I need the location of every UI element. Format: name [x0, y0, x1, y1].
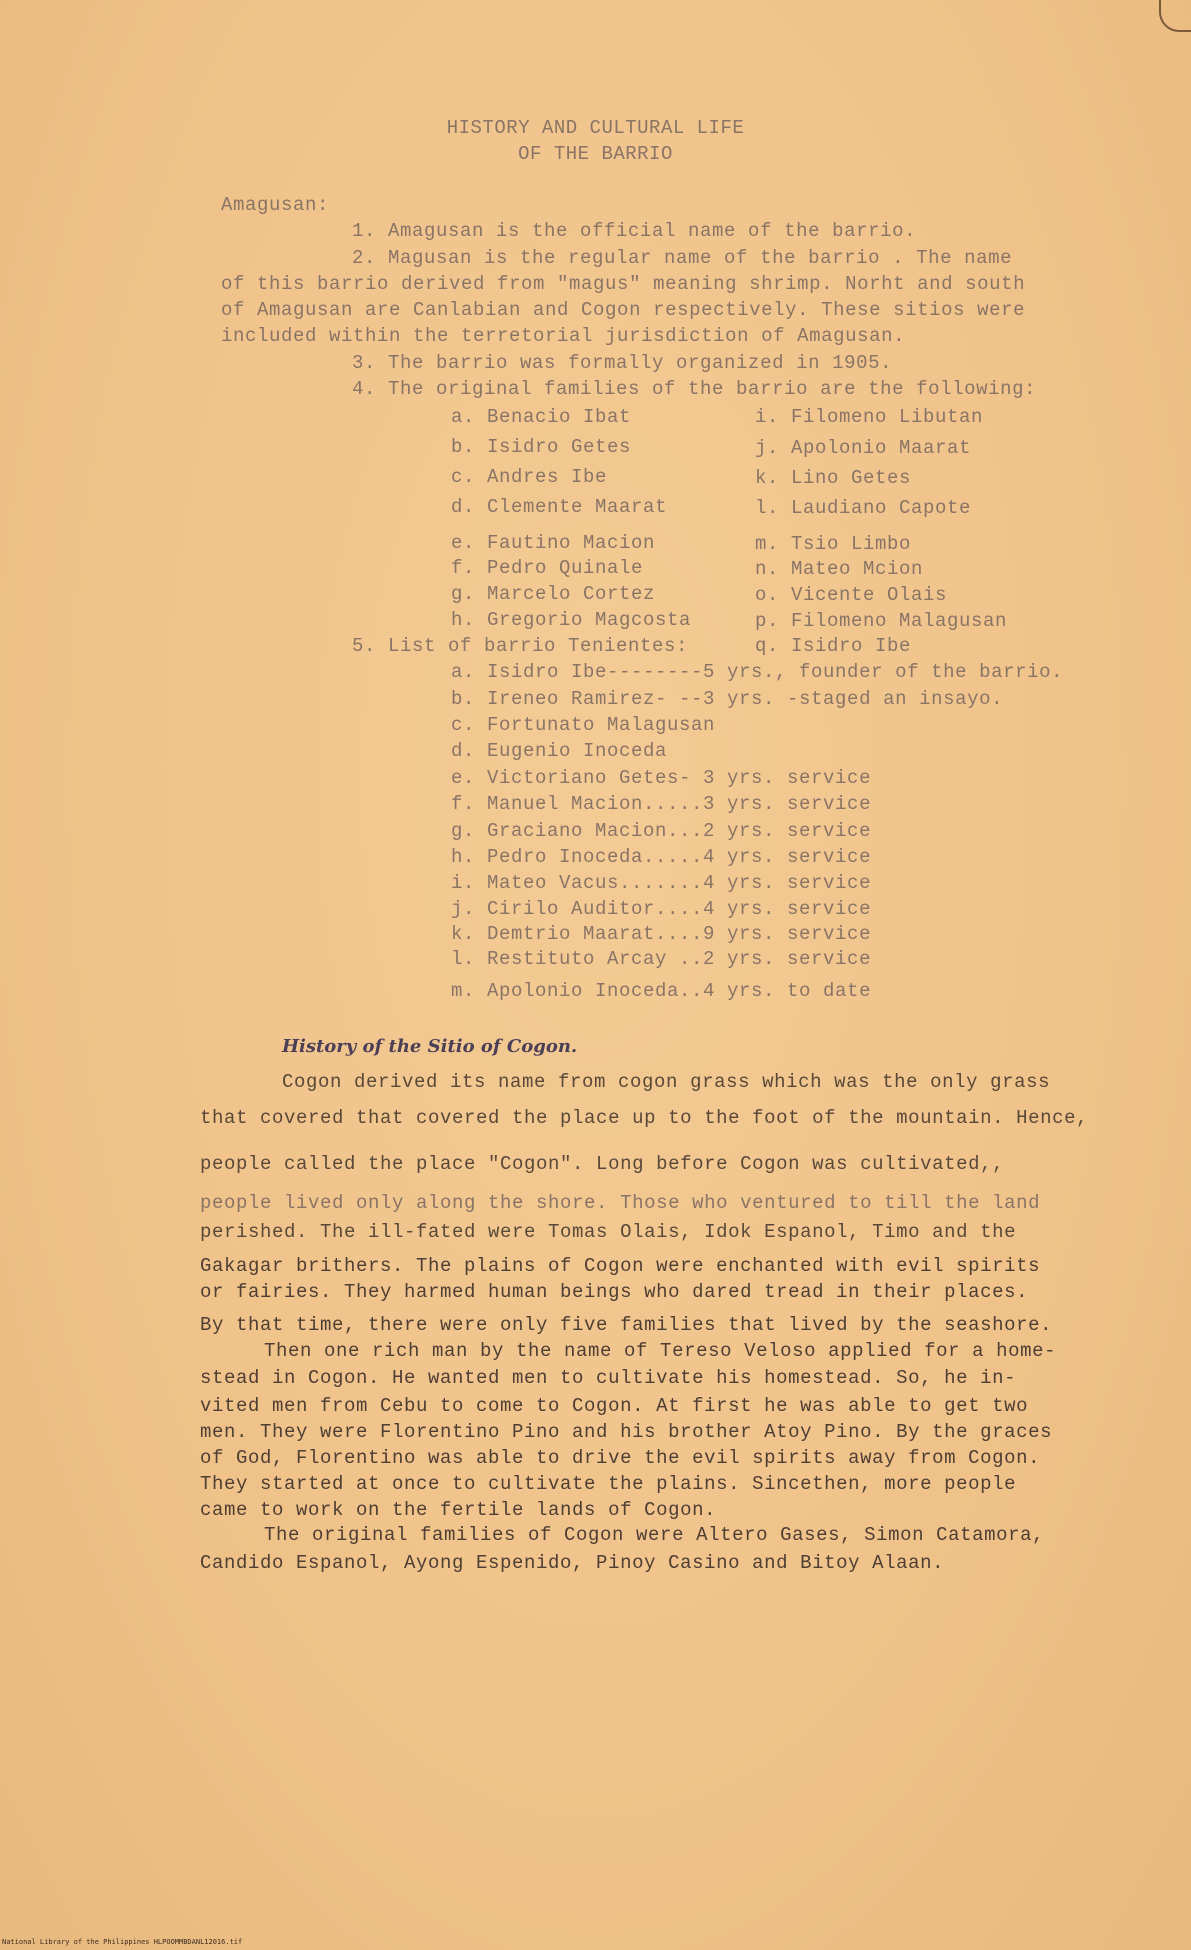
teniente-item: i. Mateo Vacus.......4 yrs. service — [451, 872, 872, 894]
teniente-item: c. Fortunato Malagusan — [451, 714, 716, 736]
teniente-item: d. Eugenio Inoceda — [451, 740, 668, 762]
cogon-p2-line: They started at once to cultivate the plains. Sincethen, more people — [200, 1473, 1017, 1495]
family-item: a. Benacio Ibat — [451, 406, 632, 428]
family-item: o. Vicente Olais — [755, 584, 948, 606]
cogon-p1-line: perished. The ill-fated were Tomas Olais, Idok Espanol, Timo and the — [200, 1221, 1017, 1243]
tenientes-label: 5. List of barrio Tenientes: — [352, 635, 689, 657]
intro-item-1: 1. Amagusan is the official name of the barrio. — [352, 220, 917, 242]
teniente-item: b. Ireneo Ramirez- --3 yrs. -staged an insayo. — [451, 688, 1004, 710]
family-item: p. Filomeno Malagusan — [755, 610, 1008, 632]
family-item: d. Clemente Maarat — [451, 496, 668, 518]
teniente-item: e. Victoriano Getes- 3 yrs. service — [451, 767, 872, 789]
family-item: b. Isidro Getes — [451, 436, 632, 458]
document-title-line1: HISTORY AND CULTURAL LIFE — [446, 117, 745, 139]
cogon-p1-line: people lived only along the shore. Those who ventured to till the land — [200, 1192, 1041, 1214]
family-item: g. Marcelo Cortez — [451, 583, 656, 605]
family-item: m. Tsio Limbo — [755, 533, 912, 555]
family-item: n. Mateo Mcion — [755, 558, 924, 580]
cogon-heading: History of the Sitio of Cogon. — [282, 1036, 578, 1057]
cogon-p1-line: that covered that covered the place up to the foot of the mountain. Hence, — [200, 1107, 1089, 1129]
intro-item-2-line2: of this barrio derived from "magus" meaning shrimp. Norht and south — [221, 273, 1026, 295]
intro-item-3: 3. The barrio was formally organized in 1905. — [352, 352, 893, 374]
scan-footer: National Library of the Philippines HLPOOMMBDANL12016.tif — [2, 1938, 243, 1946]
teniente-item: m. Apolonio Inoceda..4 yrs. to date — [451, 980, 872, 1002]
intro-item-2-line3: of Amagusan are Canlabian and Cogon respectively. These sitios were — [221, 299, 1026, 321]
teniente-item: h. Pedro Inoceda.....4 yrs. service — [451, 846, 872, 868]
teniente-item: k. Demtrio Maarat....9 yrs. service — [451, 923, 872, 945]
family-item: e. Fautino Macion — [451, 532, 656, 554]
cogon-p3-line: The original families of Cogon were Altero Gases, Simon Catamora, — [264, 1524, 1045, 1546]
cogon-p1-line: Gakagar brithers. The plains of Cogon were enchanted with evil spirits — [200, 1255, 1041, 1277]
cogon-p2-line: stead in Cogon. He wanted men to cultivate his homestead. So, he in- — [200, 1367, 1017, 1389]
family-item: c. Andres Ibe — [451, 466, 608, 488]
teniente-item: l. Restituto Arcay ..2 yrs. service — [451, 948, 872, 970]
family-item: j. Apolonio Maarat — [755, 437, 972, 459]
cogon-p2-line: of God, Florentino was able to drive the evil spirits away from Cogon. — [200, 1447, 1041, 1469]
section-label-amagusan: Amagusan: — [221, 194, 330, 216]
teniente-item: a. Isidro Ibe--------5 yrs., founder of the barrio. — [451, 661, 1064, 683]
page-corner-mark — [1159, 0, 1191, 32]
cogon-p1-line: Cogon derived its name from cogon grass which was the only grass — [282, 1071, 1051, 1093]
family-item: i. Filomeno Libutan — [755, 406, 984, 428]
cogon-p2-line: came to work on the fertile lands of Cogon. — [200, 1499, 717, 1521]
intro-item-4: 4. The original families of the barrio are the following: — [352, 378, 1037, 400]
cogon-p2-line: Then one rich man by the name of Tereso Veloso applied for a home- — [264, 1340, 1057, 1362]
intro-item-2-line4: included within the terretorial jurisdiction of Amagusan. — [221, 325, 906, 347]
intro-item-2-line1: 2. Magusan is the regular name of the barrio . The name — [352, 247, 1013, 269]
family-item: h. Gregorio Magcosta — [451, 609, 692, 631]
family-item: q. Isidro Ibe — [755, 635, 912, 657]
family-item: l. Laudiano Capote — [755, 497, 972, 519]
family-item: f. Pedro Quinale — [451, 557, 644, 579]
family-item: k. Lino Getes — [755, 467, 912, 489]
teniente-item: g. Graciano Macion...2 yrs. service — [451, 820, 872, 842]
cogon-p1-line: or fairies. They harmed human beings who dared tread in their places. — [200, 1281, 1029, 1303]
cogon-p2-line: men. They were Florentino Pino and his brother Atoy Pino. By the graces — [200, 1421, 1053, 1443]
teniente-item: j. Cirilo Auditor....4 yrs. service — [451, 898, 872, 920]
document-title-line2: OF THE BARRIO — [518, 143, 673, 165]
cogon-p3-line: Candido Espanol, Ayong Espenido, Pinoy Casino and Bitoy Alaan. — [200, 1552, 945, 1574]
cogon-p1-line: By that time, there were only five families that lived by the seashore. — [200, 1314, 1053, 1336]
cogon-p2-line: vited men from Cebu to come to Cogon. At first he was able to get two — [200, 1395, 1029, 1417]
cogon-p1-line: people called the place "Cogon". Long before Cogon was cultivated,, — [200, 1153, 1005, 1175]
teniente-item: f. Manuel Macion.....3 yrs. service — [451, 793, 872, 815]
